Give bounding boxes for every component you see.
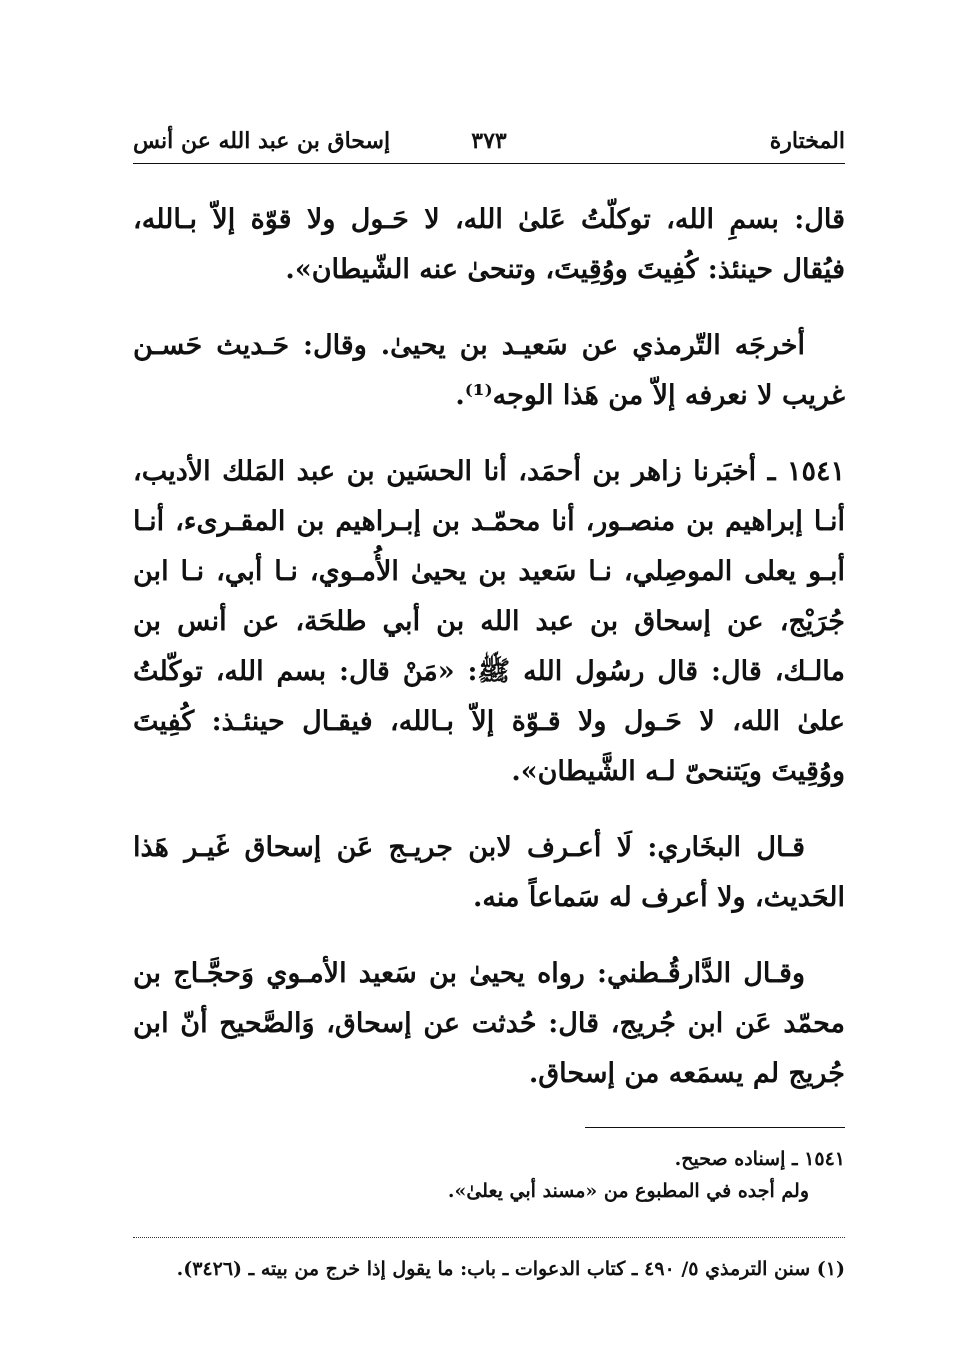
header-chapter-title: إسحاق بن عبد الله عن أنس bbox=[133, 128, 391, 154]
running-header bbox=[133, 122, 845, 162]
header-rule bbox=[133, 163, 845, 164]
header-book-title: المختارة bbox=[769, 128, 845, 154]
footnote-isnad: ١٥٤١ ـ إسناده صحيح. bbox=[674, 1148, 845, 1170]
page-number: ٣٧٣ bbox=[471, 128, 507, 154]
paragraph-4: قـال البخَاري: لَا أعـرف لابن جريـج عَن إسحاق غَيـر هَذا الحَديث، ولا أعرف له سَماعاً منه. bbox=[133, 832, 845, 913]
paragraph-2: أخرجَه التّرمذي عن سَعيـد بن يحيىٰ. وقال: حَـديث حَسـن غريب لا نعرفه إلاّ من هَذا الوجه⁽¹⁾. bbox=[133, 330, 845, 411]
paragraph-1: قال: بسمِ الله، توكلّتُ عَلىٰ الله، لا حَـول ولا قوّة إلاّ بـالله، فيُقال حينئذ: كُفِيتَ ووُقِيتَ، وتنحىٰ عنه الشّيطان». bbox=[133, 204, 845, 285]
footnote-note: ولم أجده في المطبوع من «مسند أبي يعلىٰ». bbox=[447, 1180, 809, 1202]
footnote-reference: (١) سنن الترمذي ٥/ ٤٩٠ ـ كتاب الدعوات ـ باب: ما يقول إذا خرج من بيته ـ (٣٤٢٦). bbox=[176, 1258, 845, 1280]
paragraph-3: ١٥٤١ ـ أخبَرنا زاهر بن أحمَد، أنا الحسَين بن عبد المَلك الأديب، أنـا إبراهيم بن منصـور، أنا محمّـد بن إبـراهيم بن المقـرىء، أنـا أبـو يعلى الموصِلي، نـا سَعيد بن يحيىٰ الأُمـوي، نـا أبي، نـا ابن جُرَيْج، عن إسحاق بن عبد الله بن أبي طلحَة، عن أنس بن مالـك، قال: قال رسُول الله ﷺ: «مَنْ قال: بسم الله، توكّلتُ علىٰ الله، لا حَـول ولا قـوّة إلاّ بـالله، فيقـال حينئـذ: كُفِيتَ ووُقِيتَ ويَتنحىّ لـه الشَّيطان». bbox=[133, 456, 845, 787]
main-text bbox=[133, 195, 845, 1125]
paragraph-5: وقـال الدَّارقُـطني: رواه يحيىٰ بن سَعيد الأمـوي وَحجَّـاج بن محمّد عَن ابن جُريج، قال: حُدثت عن إسحاق، وَالصَّحيح أنّ ابن جُريج لم يسمَعه من إسحاق. bbox=[133, 958, 845, 1089]
footnote-divider bbox=[133, 1237, 845, 1238]
footnote-rule bbox=[585, 1127, 845, 1128]
